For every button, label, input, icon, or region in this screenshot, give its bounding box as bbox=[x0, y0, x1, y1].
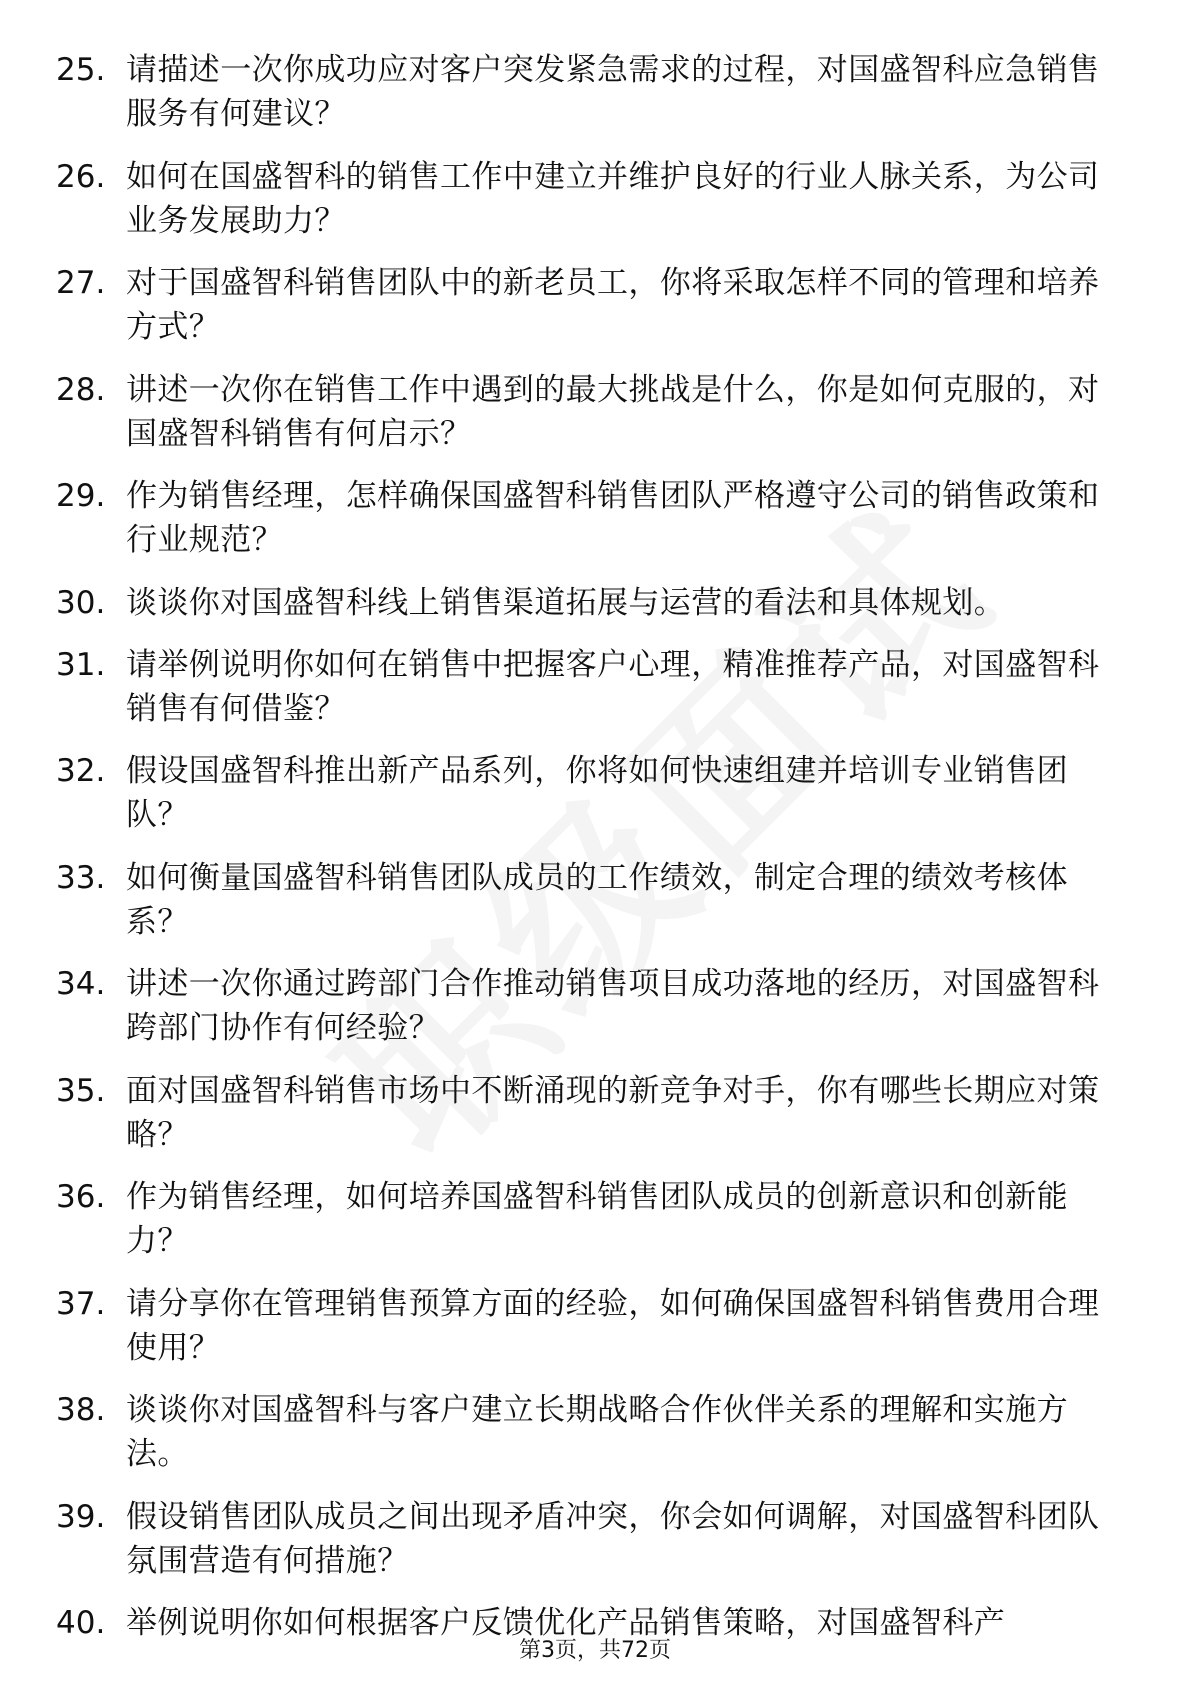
question-number: 36. bbox=[56, 1179, 106, 1215]
question-number: 37. bbox=[56, 1285, 106, 1322]
question-item bbox=[0, 48, 1190, 155]
question-number: 32. bbox=[56, 753, 106, 789]
question-item bbox=[0, 1175, 1190, 1282]
question-text: 谈谈你对国盛智科线上销售渠道拓展与运营的看法和具体规划。 bbox=[126, 584, 1006, 621]
question-text: 请举例说明你如何在销售中把握客户心理，精准推荐产品，对国盛智科销售有何借鉴？ bbox=[126, 646, 1100, 727]
question-number: 38. bbox=[56, 1392, 106, 1428]
question-number: 29. bbox=[56, 478, 106, 514]
question-item bbox=[0, 474, 1190, 581]
question-item bbox=[0, 261, 1190, 368]
question-item bbox=[0, 1069, 1190, 1176]
question-number: 39. bbox=[56, 1498, 106, 1535]
question-item bbox=[0, 1282, 1190, 1389]
question-number: 34. bbox=[56, 966, 106, 1002]
question-item bbox=[0, 749, 1190, 856]
question-number: 33. bbox=[56, 859, 106, 896]
question-text: 作为销售经理，怎样确保国盛智科销售团队严格遵守公司的销售政策和行业规范？ bbox=[126, 478, 1100, 558]
question-text: 作为销售经理，如何培养国盛智科销售团队成员的创新意识和创新能力？ bbox=[126, 1179, 1068, 1259]
question-number: 31. bbox=[56, 646, 106, 683]
question-text: 举例说明你如何根据客户反馈优化产品销售策略，对国盛智科产 bbox=[126, 1605, 1006, 1641]
question-text: 请分享你在管理销售预算方面的经验，如何确保国盛智科销售费用合理使用？ bbox=[126, 1285, 1100, 1366]
question-text: 对于国盛智科销售团队中的新老员工，你将采取怎样不同的管理和培养方式？ bbox=[126, 265, 1100, 345]
question-text: 如何在国盛智科的销售工作中建立并维护良好的行业人脉关系，为公司业务发展助力？ bbox=[126, 158, 1100, 239]
question-number: 26. bbox=[56, 158, 106, 195]
question-text: 假设销售团队成员之间出现矛盾冲突，你会如何调解，对国盛智科团队氛围营造有何措施？ bbox=[126, 1498, 1100, 1579]
question-text: 面对国盛智科销售市场中不断涌现的新竞争对手，你有哪些长期应对策略？ bbox=[126, 1072, 1100, 1153]
question-text: 讲述一次你通过跨部门合作推动销售项目成功落地的经历，对国盛智科跨部门协作有何经验？ bbox=[126, 966, 1100, 1046]
question-item bbox=[0, 643, 1190, 750]
question-item bbox=[0, 368, 1190, 475]
question-text: 讲述一次你在销售工作中遇到的最大挑战是什么，你是如何克服的，对国盛智科销售有何启示？ bbox=[126, 371, 1100, 452]
question-item bbox=[0, 1495, 1190, 1602]
question-number: 35. bbox=[56, 1072, 106, 1109]
question-item bbox=[0, 962, 1190, 1069]
question-text: 请描述一次你成功应对客户突发紧急需求的过程，对国盛智科应急销售服务有何建议？ bbox=[126, 52, 1100, 132]
question-item bbox=[0, 1388, 1190, 1495]
question-text: 假设国盛智科推出新产品系列，你将如何快速组建并培训专业销售团队？ bbox=[126, 753, 1068, 833]
question-item bbox=[0, 856, 1190, 963]
question-number: 25. bbox=[56, 52, 106, 88]
question-text: 谈谈你对国盛智科与客户建立长期战略合作伙伴关系的理解和实施方法。 bbox=[126, 1392, 1068, 1472]
question-number: 27. bbox=[56, 265, 106, 301]
question-text: 如何衡量国盛智科销售团队成员的工作绩效，制定合理的绩效考核体系？ bbox=[126, 859, 1068, 940]
question-list bbox=[0, 48, 1190, 1651]
question-item bbox=[0, 155, 1190, 262]
question-number: 28. bbox=[56, 371, 106, 408]
question-number: 30. bbox=[56, 584, 106, 621]
page-footer: 第3页，共72页 bbox=[519, 1638, 671, 1663]
question-number: 40. bbox=[56, 1605, 106, 1641]
question-item bbox=[0, 581, 1190, 643]
